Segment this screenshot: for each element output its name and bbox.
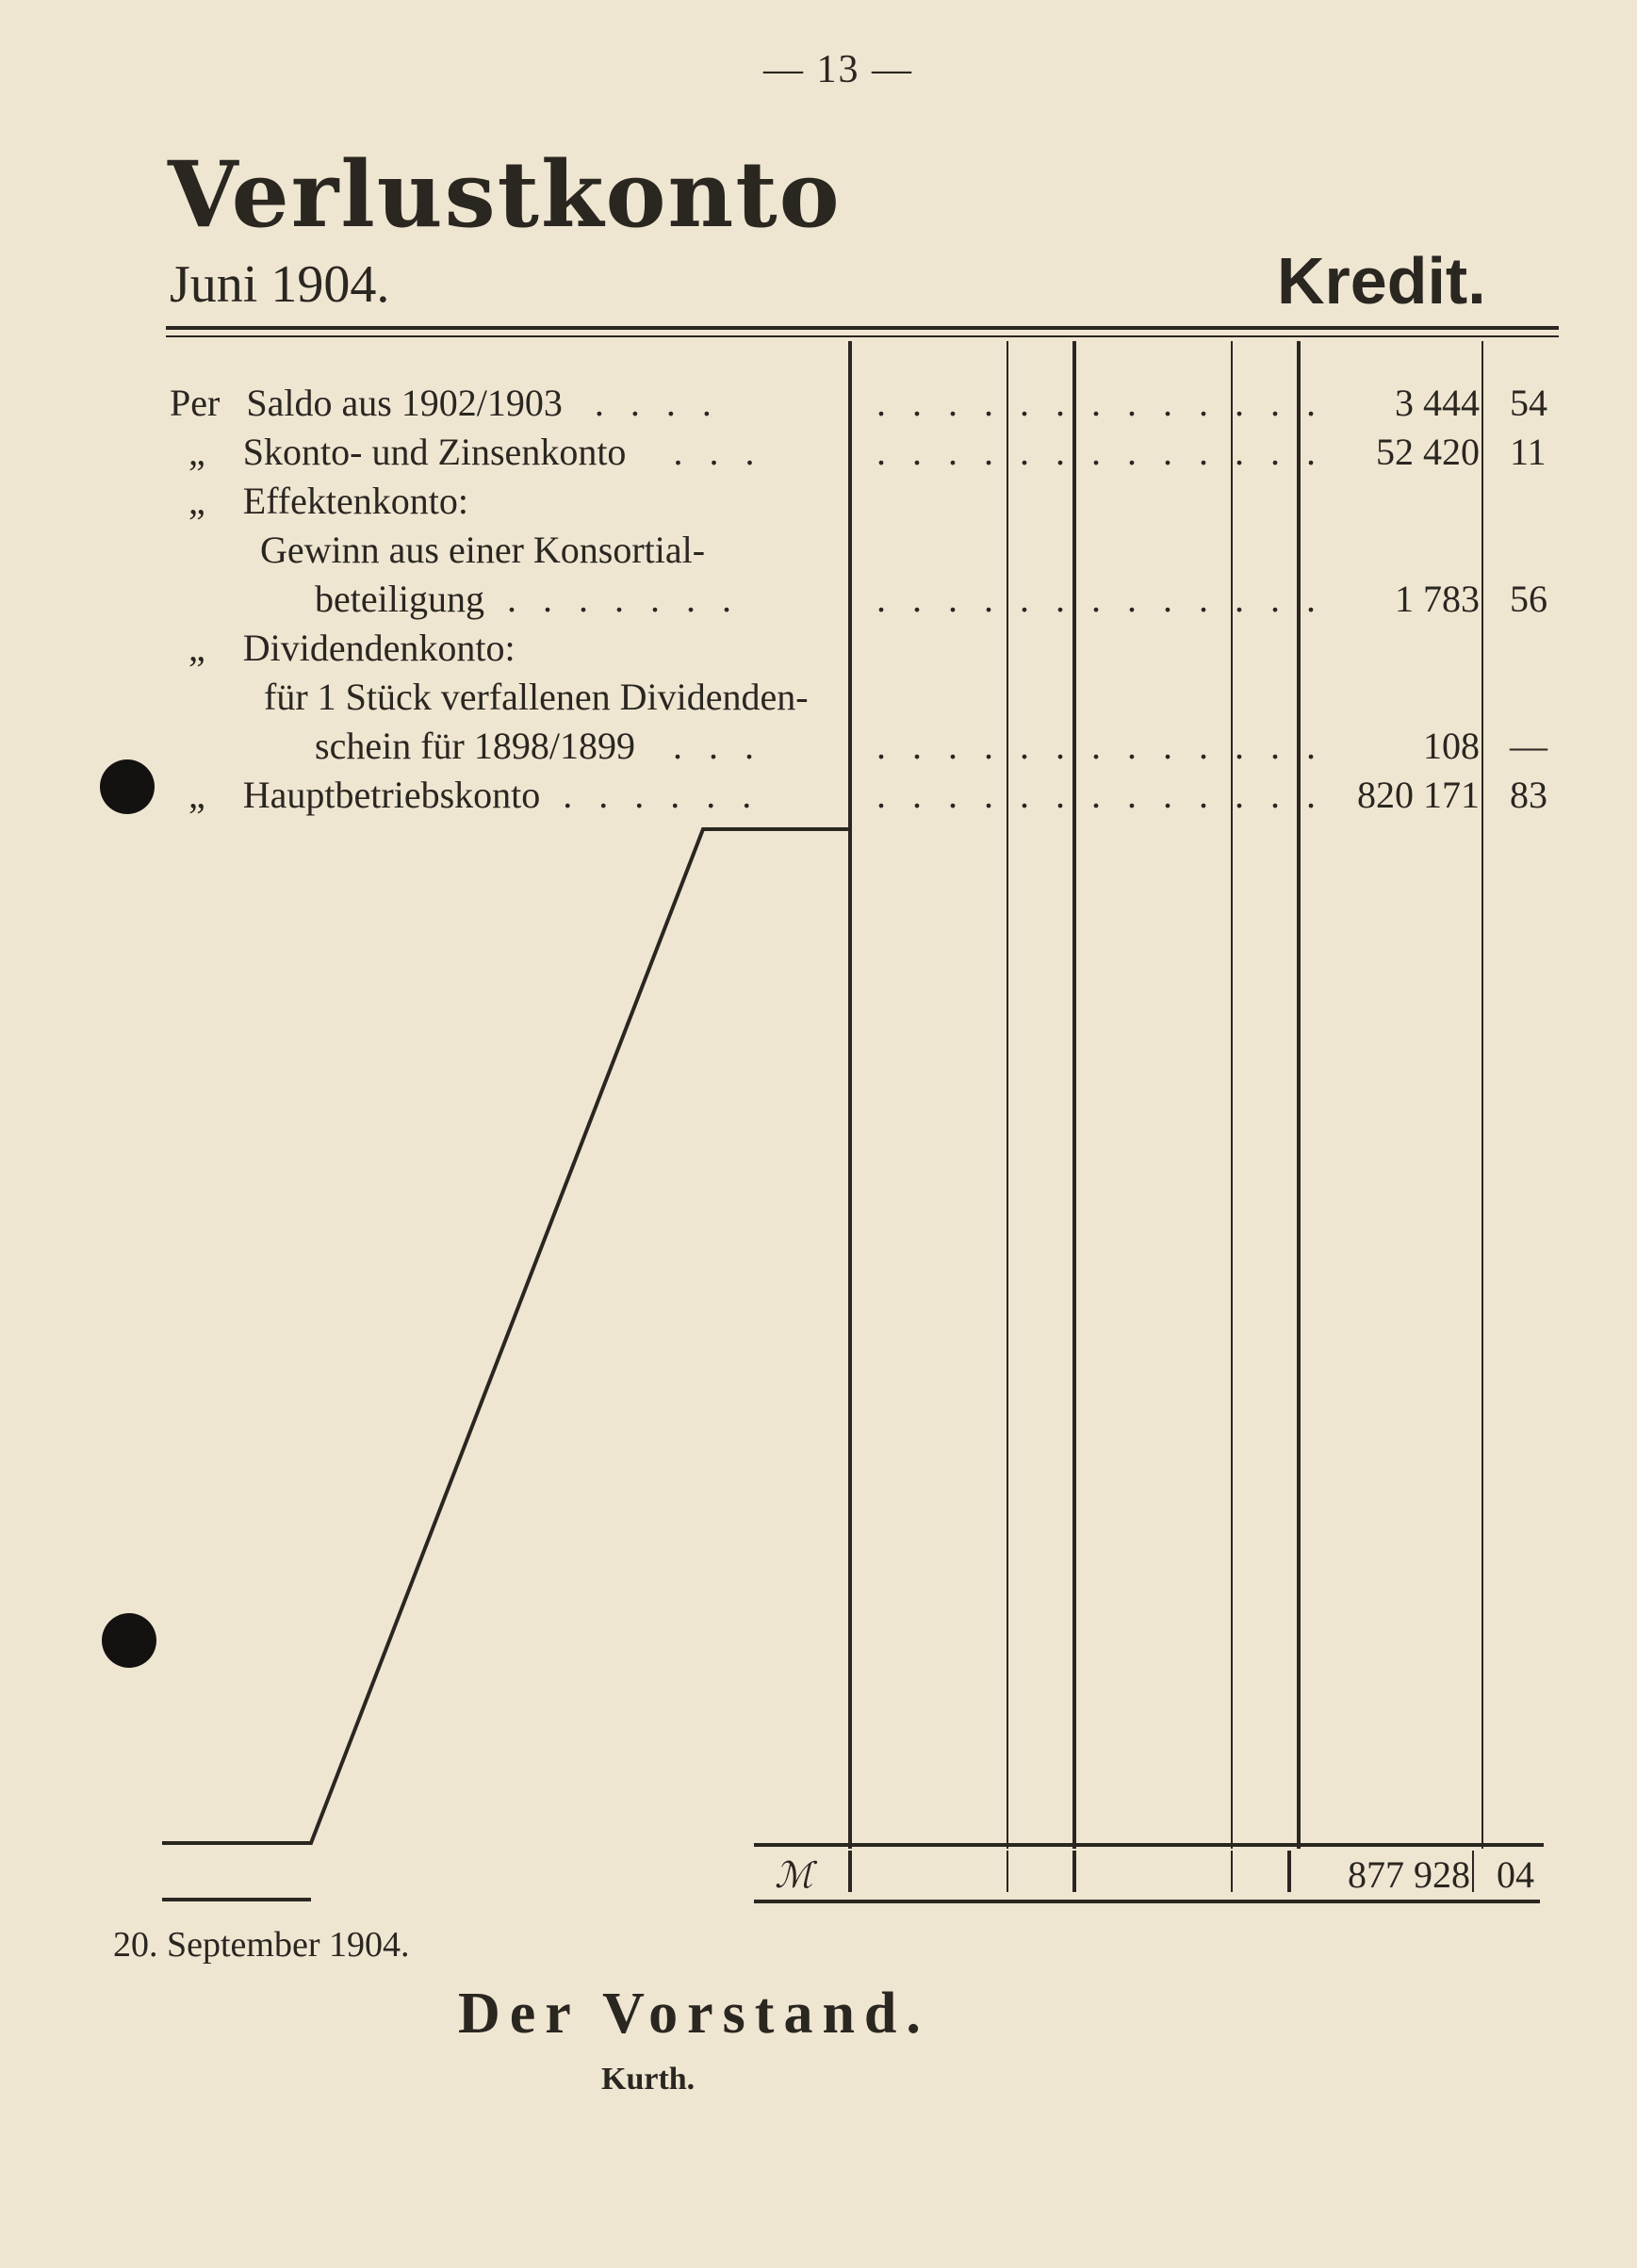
entry-prefix: „	[188, 627, 205, 669]
column-leader: . . . . . . . . . . . . .	[876, 725, 1324, 767]
total-column-rule	[1231, 1851, 1233, 1892]
page-number: — 13 —	[763, 48, 913, 91]
entry-label: Skonto- und Zinsenkonto	[242, 431, 627, 473]
entry-leader: . . . . . . .	[506, 578, 740, 620]
total-column-rule	[1072, 1851, 1076, 1892]
binding-hole	[100, 759, 155, 814]
date-line: Juni 1904.	[170, 255, 390, 314]
currency-mark: ℳ	[775, 1856, 813, 1896]
entry-leader: . . . . . .	[563, 774, 761, 816]
binding-hole	[102, 1613, 156, 1668]
total-rule	[754, 1843, 1544, 1847]
entry-label: Gewinn aus einer Konsortial-	[260, 529, 706, 571]
entry-prefix: „	[188, 431, 205, 473]
entry-label: schein für 1898/1899	[315, 725, 635, 767]
column-leader: . . . . . . . . . . . . .	[876, 578, 1324, 620]
entry-amount: 108	[1423, 725, 1480, 767]
entry-cents: 56	[1510, 578, 1547, 620]
entry-label: beteiligung	[315, 578, 484, 620]
entry-amount: 1 783	[1395, 578, 1480, 620]
entry-label: Dividendenkonto:	[242, 627, 516, 669]
entry-amount: 52 420	[1376, 431, 1480, 473]
entry-prefix: „	[188, 774, 205, 816]
entry-label: Hauptbetriebskonto	[242, 774, 541, 816]
entry-cents: —	[1510, 725, 1547, 767]
signature: Kurth.	[601, 2062, 696, 2097]
total-column-rule	[848, 1851, 852, 1892]
side-label: Kredit.	[1277, 244, 1486, 318]
entry-cents: 11	[1510, 431, 1547, 473]
entry-amount: 820 171	[1357, 774, 1480, 816]
entry-amount: 3 444	[1395, 382, 1480, 424]
signatory-title: Der Vorstand.	[458, 1982, 930, 2046]
column-leader: . . . . . . . . . . . . .	[876, 774, 1324, 816]
column-leader: . . . . . . . . . . . . .	[876, 431, 1324, 473]
total-column-rule	[1472, 1851, 1474, 1892]
total-rule-bottom	[754, 1900, 1540, 1903]
entry-leader: . . . .	[594, 382, 720, 424]
entry-label: für 1 Stück verfallenen Dividenden-	[264, 676, 809, 718]
footer-date: 20. September 1904.	[113, 1925, 410, 1965]
entry-leader: . . .	[673, 431, 763, 473]
entry-cents: 54	[1510, 382, 1547, 424]
total-cents: 04	[1497, 1853, 1534, 1896]
total-column-rule	[1007, 1851, 1008, 1892]
entry-label: Effektenkonto:	[242, 480, 468, 522]
total-amount: 877 928	[1348, 1853, 1470, 1896]
column-leader: . . . . . . . . . . . . .	[876, 382, 1324, 424]
entry-leader: . . .	[672, 725, 762, 767]
page-title: Verlustkonto	[168, 141, 842, 248]
entry-prefix: „	[188, 480, 205, 522]
entry-prefix: Per	[170, 382, 221, 424]
entry-label: Saldo aus 1902/1903	[246, 382, 563, 424]
total-column-rule	[1287, 1851, 1291, 1892]
entry-cents: 83	[1510, 774, 1547, 816]
